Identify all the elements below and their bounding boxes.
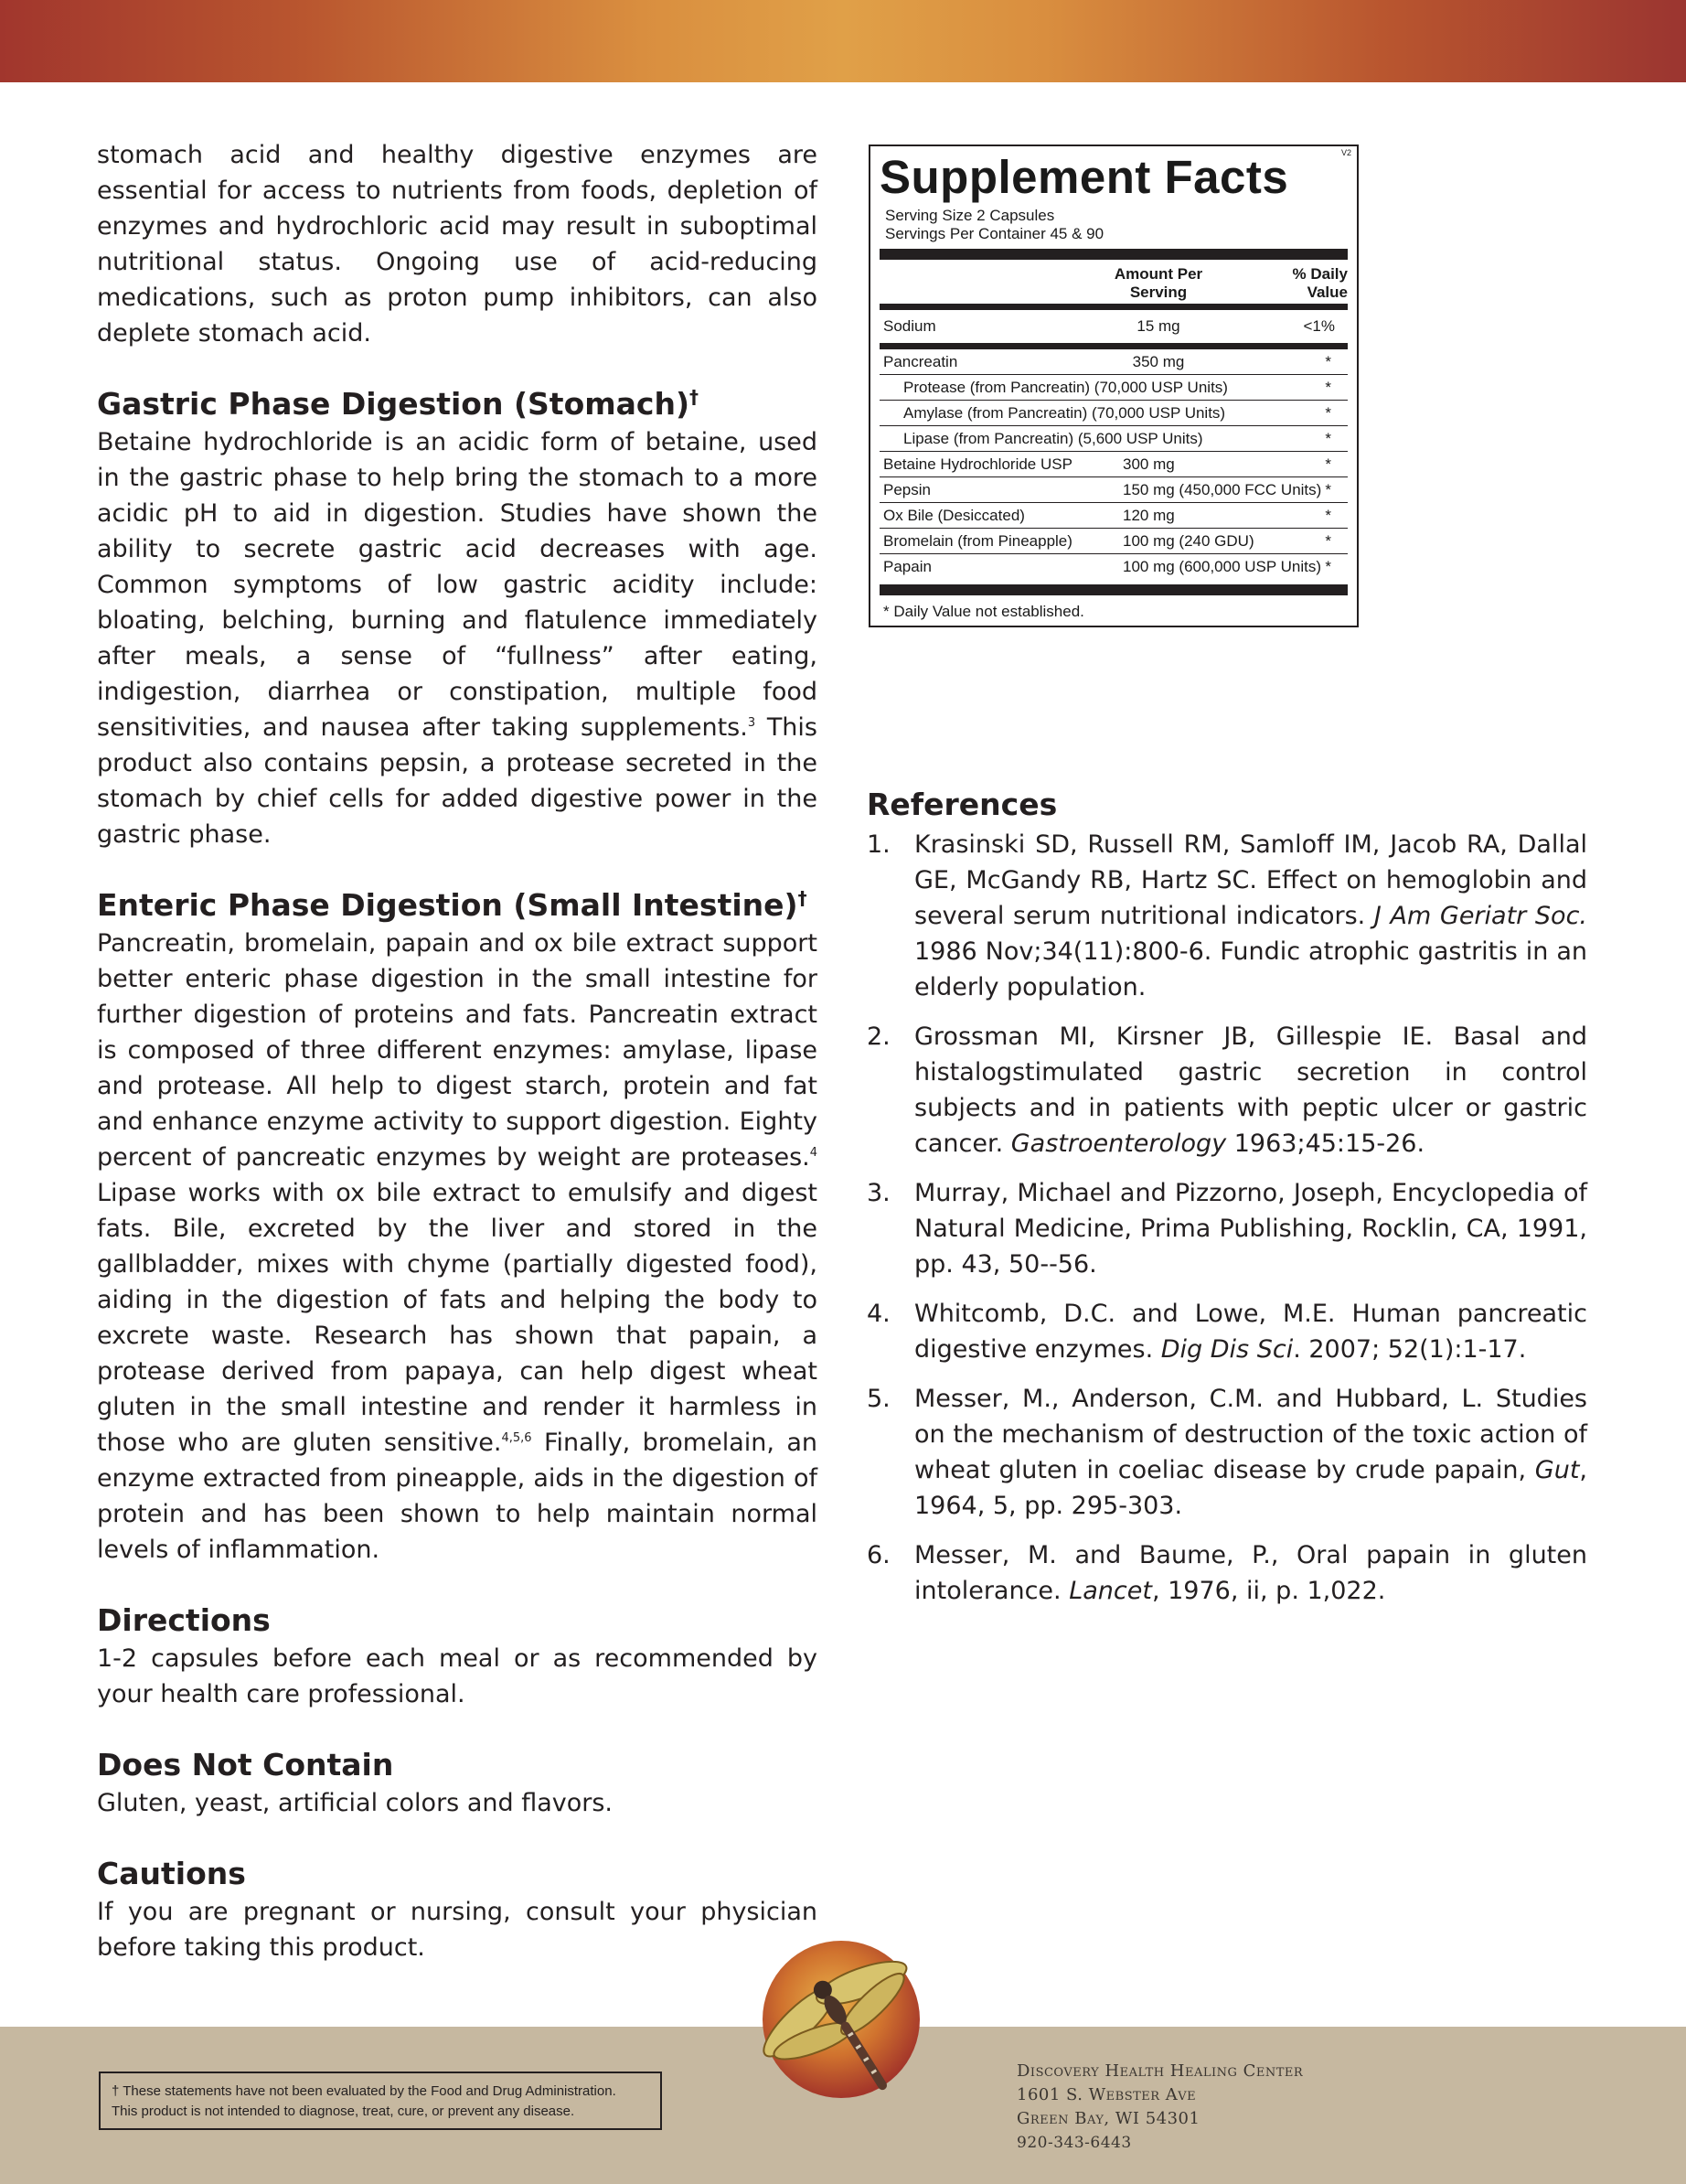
citation-superscript: 4	[809, 1146, 817, 1160]
reference-item	[867, 1381, 1587, 1524]
ingredient-amount: 100 mg (240 GDU)	[1123, 532, 1254, 550]
ingredient-amount: 300 mg	[1123, 455, 1175, 473]
facts-row	[880, 426, 1348, 451]
ingredient-amount: 350 mg	[1132, 353, 1185, 370]
facts-row	[880, 477, 1348, 502]
amount-per-serving-header	[1108, 265, 1209, 302]
citation-superscript: 4,5,6	[501, 1431, 532, 1445]
gastric-text-cont: This product also contains pepsin, a protease secreted in the stomach by chief cells for added digestive power in the gastric phase.	[97, 713, 817, 849]
reference-journal: J Am Geriatr Soc.	[1373, 902, 1587, 930]
reference-number: 3.	[867, 1179, 891, 1207]
enteric-text-end: Finally, bromelain, an enzyme extracted from pineapple, aids in the digestion of protein and has been shown to help maintain normal levels of inflammation.	[97, 1429, 817, 1564]
dagger-mark: †	[689, 386, 699, 408]
citation-superscript: 3	[747, 716, 756, 730]
reference-number: 1.	[867, 830, 891, 859]
directions-heading: Directions	[97, 1602, 271, 1638]
ingredient-amount: 120 mg	[1123, 507, 1175, 524]
supplement-facts-title: Supplement Facts	[880, 151, 1289, 203]
facts-header-row	[880, 260, 1348, 304]
ingredient-amount: 150 mg (450,000 FCC Units)	[1123, 481, 1322, 498]
fda-disclaimer-box	[99, 2072, 662, 2130]
facts-row	[880, 349, 1348, 374]
ingredient-dv-star: *	[1325, 353, 1331, 370]
gastric-paragraph	[97, 424, 817, 852]
sodium-row	[880, 310, 1348, 343]
dv-header-line1: % Daily	[1292, 265, 1348, 283]
reference-number: 4.	[867, 1300, 891, 1328]
reference-item	[867, 1537, 1587, 1609]
reference-journal: Gut	[1534, 1456, 1580, 1484]
ingredient-dv-star: *	[1325, 481, 1331, 498]
reference-text: Grossman MI, Kirsner JB, Gillespie IE. Basal and histalogstimulated gastric secretion in control subjects and in patients with peptic ulcer or gastric cancer.	[914, 1022, 1587, 1158]
ingredient-dv-star: *	[1325, 455, 1331, 473]
does-not-contain-text: Gluten, yeast, artificial colors and flavors.	[97, 1789, 613, 1817]
amount-header-line2: Serving	[1129, 284, 1188, 301]
ingredient-dv-star: *	[1325, 404, 1331, 422]
reference-text: Messer, M., Anderson, C.M. and Hubbard, L. Studies on the mechanism of destruction of the toxic action of wheat gluten in coeliac disease by crude papain,	[914, 1385, 1587, 1484]
does-not-contain-heading: Does Not Contain	[97, 1747, 394, 1783]
ingredient-name: Protease (from Pancreatin) (70,000 USP Units)	[903, 379, 1228, 396]
reference-text-end: . 2007; 52(1):1-17.	[1293, 1335, 1527, 1364]
reference-text-end: 1986 Nov;34(11):800-6. Fundic atrophic gastritis in an elderly population.	[914, 937, 1587, 1001]
ingredient-name: Ox Bile (Desiccated)	[883, 507, 1025, 524]
ingredient-name: Betaine Hydrochloride USP	[883, 455, 1072, 473]
reference-number: 5.	[867, 1385, 891, 1413]
nutrient-name: Sodium	[883, 317, 936, 335]
reference-item	[867, 1175, 1587, 1282]
ingredient-name: Lipase (from Pancreatin) (5,600 USP Units)	[903, 430, 1203, 447]
left-column	[97, 137, 817, 1965]
city-state-zip: Green Bay, WI 54301	[1017, 2109, 1200, 2128]
reference-text: Messer, M. and Baume, P., Oral papain in gluten intolerance.	[914, 1541, 1587, 1605]
ingredient-name: Pepsin	[883, 481, 931, 498]
gastric-title: Gastric Phase Digestion (Stomach)	[97, 386, 690, 422]
cautions-text: If you are pregnant or nursing, consult your physician before taking this product.	[97, 1898, 817, 1962]
supplement-facts-panel	[869, 145, 1359, 627]
reference-text: Whitcomb, D.C. and Lowe, M.E. Human pancreatic digestive enzymes.	[914, 1300, 1587, 1364]
reference-item	[867, 1296, 1587, 1367]
references-section	[867, 785, 1587, 1622]
reference-journal: Dig Dis Sci	[1160, 1335, 1294, 1364]
reference-text-end: , 1964, 5, pp. 295-303.	[914, 1456, 1587, 1520]
thick-rule	[880, 249, 1348, 260]
reference-journal: Gastroenterology	[1010, 1129, 1227, 1158]
phone-number: 920-343-6443	[1017, 2134, 1132, 2152]
reference-text-end: 1963;45:15-26.	[1226, 1129, 1425, 1158]
ingredient-name: Papain	[883, 558, 932, 575]
version-label: V2	[1340, 148, 1351, 157]
facts-row	[880, 554, 1348, 579]
thick-rule	[880, 584, 1348, 595]
reference-text: Krasinski SD, Russell RM, Samloff IM, Jacob RA, Dallal GE, McGandy RB, Hartz SC. Effect on hemoglobin and several serum nutritional indicators.	[914, 830, 1587, 930]
serving-size: Serving Size 2 Capsules	[885, 207, 1055, 224]
gastric-heading	[97, 384, 817, 424]
intro-paragraph: stomach acid and healthy digestive enzymes are essential for access to nutrients from foods, depletion of enzymes and hydrochloric acid may result in suboptimal nutritional status. Ongoing use of acid-reducing medications, such as proton pump inhibitors, can also deplete stomach acid.	[97, 141, 817, 348]
ingredient-dv-star: *	[1325, 532, 1331, 550]
disclaimer-line-2: This product is not intended to diagnose, treat, cure, or prevent any disease.	[112, 2104, 575, 2119]
references-heading: References	[867, 787, 1058, 822]
address-block	[1017, 2060, 1303, 2155]
ingredient-amount: 100 mg (600,000 USP Units)	[1123, 558, 1322, 575]
nutrient-amount: 15 mg	[1136, 317, 1180, 335]
facts-row	[880, 452, 1348, 476]
dv-header-line2: Value	[1307, 284, 1348, 301]
enteric-text-cont: Lipase works with ox bile extract to emulsify and digest fats. Bile, excreted by the liver and stored in the gallbladder, mixes with chyme (partially digested food), aiding in the digestion of fats and helping the body to excrete waste. Research has shown that papain, a protease derived from papaya, can help digest wheat gluten in the small intestine and render it harmless in those who are gluten sensitive.	[97, 1179, 817, 1457]
facts-row	[880, 529, 1348, 553]
dagger-mark: †	[797, 887, 807, 909]
reference-text: Murray, Michael and Pizzorno, Joseph, Encyclopedia of Natural Medicine, Prima Publishing, Rocklin, CA, 1991, pp. 43, 50--56.	[914, 1179, 1587, 1279]
facts-row	[880, 503, 1348, 528]
org-name: Discovery Health Healing Center	[1017, 2061, 1304, 2081]
reference-number: 2.	[867, 1022, 891, 1051]
medium-rule	[880, 304, 1348, 310]
reference-text-end: , 1976, ii, p. 1,022.	[1151, 1577, 1386, 1605]
disclaimer-line-1: † These statements have not been evaluated by the Food and Drug Administration.	[112, 2083, 616, 2099]
street-address: 1601 S. Webster Ave	[1017, 2085, 1197, 2104]
daily-value-header	[1275, 265, 1348, 302]
reference-item	[867, 827, 1587, 1005]
enteric-paragraph	[97, 926, 817, 1568]
enteric-title: Enteric Phase Digestion (Small Intestine)	[97, 887, 798, 923]
medium-rule	[880, 343, 1348, 349]
amount-header-line1: Amount Per	[1114, 265, 1203, 283]
reference-number: 6.	[867, 1541, 891, 1569]
ingredient-name: Bromelain (from Pineapple)	[883, 532, 1072, 550]
nutrient-dv: <1%	[1303, 317, 1335, 335]
serving-info	[885, 207, 1348, 243]
reference-journal: Lancet	[1069, 1577, 1152, 1605]
ingredient-dv-star: *	[1325, 507, 1331, 524]
cautions-heading: Cautions	[97, 1856, 246, 1891]
enteric-heading	[97, 885, 817, 926]
enteric-text: Pancreatin, bromelain, papain and ox bile extract support better enteric phase digestion in the small intestine for further digestion of proteins and fats. Pancreatin extract is composed of three different enzymes: amylase, lipase and protease. All help to digest starch, protein and fat and enhance enzyme activity to support digestion. Eighty percent of pancreatic enzymes by weight are proteases.	[97, 929, 817, 1172]
reference-item	[867, 1019, 1587, 1162]
ingredient-dv-star: *	[1325, 379, 1331, 396]
gastric-text: Betaine hydrochloride is an acidic form of betaine, used in the gastric phase to help bring the stomach to a more acidic pH to aid in digestion. Studies have shown the ability to secrete gastric acid decreases with age. Common symptoms of low gastric acidity include: bloating, belching, burning and flatulence immediately after meals, a sense of “fullness” after eating, indigestion, diarrhea or constipation, multiple food sensitivities, and nausea after taking supplements.	[97, 428, 817, 742]
ingredient-dv-star: *	[1325, 430, 1331, 447]
servings-per-container: Servings Per Container 45 & 90	[885, 225, 1104, 242]
facts-row	[880, 375, 1348, 400]
facts-row	[880, 401, 1348, 425]
facts-footnote: * Daily Value not established.	[883, 603, 1084, 620]
ingredient-name: Amylase (from Pancreatin) (70,000 USP Units)	[903, 404, 1226, 422]
ingredient-name: Pancreatin	[883, 353, 958, 370]
dragonfly-logo-icon	[750, 1928, 933, 2111]
top-gradient-band	[0, 0, 1686, 82]
directions-text: 1-2 capsules before each meal or as recommended by your health care professional.	[97, 1644, 817, 1708]
ingredient-dv-star: *	[1325, 558, 1331, 575]
